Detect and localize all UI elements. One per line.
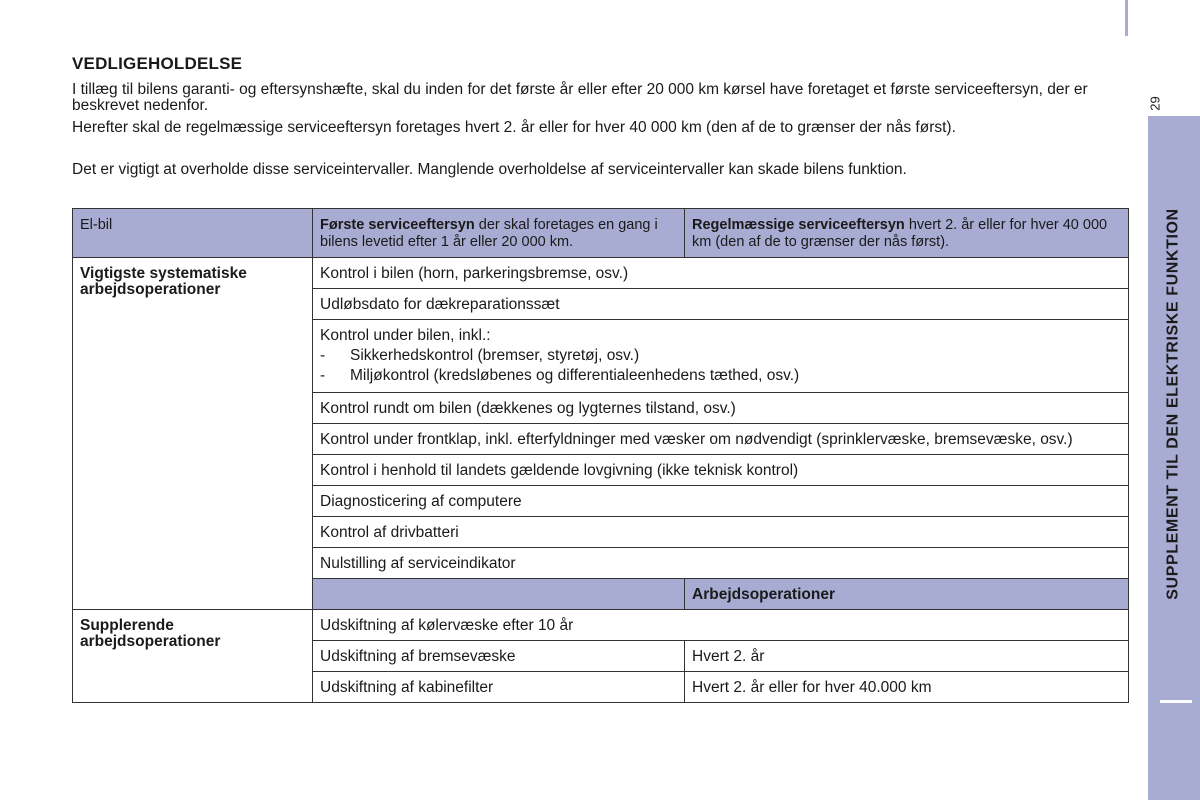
underbody-check-cell xyxy=(313,320,1129,393)
systematic-operations-label: Vigtigste systematiske arbejdsoperationer xyxy=(73,258,313,610)
list-item xyxy=(320,346,1121,366)
table-cell: Udskiftning af kølervæske efter 10 år xyxy=(313,610,1129,641)
table-cell: Kontrol rundt om bilen (dækkenes og lygternes tilstand, osv.) xyxy=(313,393,1129,424)
table-cell: Kontrol i henhold til landets gældende lovgivning (ikke teknisk kontrol) xyxy=(313,455,1129,486)
interval-cell: Hvert 2. år xyxy=(685,641,1129,672)
page-title: VEDLIGEHOLDELSE xyxy=(72,54,243,73)
table-cell: Nulstilling af serviceindikator xyxy=(313,548,1129,579)
top-edge-rule xyxy=(1125,0,1128,36)
regular-service-heading: Regelmæssige serviceeftersyn xyxy=(692,217,905,233)
table-row xyxy=(73,258,1129,289)
list-item xyxy=(320,366,1121,386)
interval-cell: Hvert 2. år eller for hver 40.000 km xyxy=(685,672,1129,703)
underbody-check-title: Kontrol under bilen, inkl.: xyxy=(320,327,491,344)
table-row xyxy=(73,610,1129,641)
list-item-text: Miljøkontrol (kredsløbenes og differentialeenhedens tæthed, osv.) xyxy=(350,367,800,384)
table-cell: Kontrol af drivbatteri xyxy=(313,517,1129,548)
intro-paragraph: I tillæg til bilens garanti- og eftersynshæfte, skal du inden for det første år eller efter 20 000 km kørsel have foretaget et første serviceeftersyn, der er beskrevet nedenfor. xyxy=(72,81,1088,114)
operations-header: Arbejdsoperationer xyxy=(685,579,1129,610)
regular-service-description: hvert 2. år eller for hver 40 000 km (den af de to grænser der nås først). xyxy=(692,217,1108,250)
list-item-text: Sikkerhedskontrol (bremser, styretøj, osv.) xyxy=(350,347,640,364)
first-service-description: der skal foretages en gang i bilens levetid efter 1 år eller 20 000 km. xyxy=(320,217,658,250)
header-first-service xyxy=(313,209,685,258)
intro-paragraph: Det er vigtigt at overholde disse serviceintervaller. Manglende overholdelse af serviceintervaller kan skade bilens funktion. xyxy=(72,161,907,178)
header-vehicle-type: El-bil xyxy=(73,209,313,258)
chapter-side-title-text: SUPPLEMENT TIL DEN ELEKTRISKE FUNKTION xyxy=(1165,207,1183,600)
table-cell: Diagnosticering af computere xyxy=(313,486,1129,517)
operations-header-blank xyxy=(313,579,685,610)
table-cell: Udskiftning af bremsevæske xyxy=(313,641,685,672)
first-service-heading: Første serviceeftersyn xyxy=(320,217,475,233)
maintenance-table xyxy=(72,208,1129,703)
supplementary-operations-label: Supplerende arbejdsoperationer xyxy=(73,610,313,703)
table-cell: Kontrol i bilen (horn, parkeringsbremse, osv.) xyxy=(313,258,1129,289)
table-cell: Udløbsdato for dækreparationssæt xyxy=(313,289,1129,320)
list-dash: - xyxy=(320,347,326,364)
list-dash: - xyxy=(320,367,326,384)
page-number: 29 xyxy=(1147,96,1163,111)
chapter-side-title xyxy=(1148,116,1200,691)
side-tab-divider xyxy=(1160,700,1192,703)
table-header-row xyxy=(73,209,1129,258)
header-regular-service xyxy=(685,209,1129,258)
table-cell: Kontrol under frontklap, inkl. efterfyldninger med væsker om nødvendigt (sprinklervæske, bremsevæske, osv.) xyxy=(313,424,1129,455)
intro-paragraph: Herefter skal de regelmæssige serviceeftersyn foretages hvert 2. år eller for hver 40 000 km (den af de to grænser der nås først). xyxy=(72,119,956,136)
table-cell: Udskiftning af kabinefilter xyxy=(313,672,685,703)
